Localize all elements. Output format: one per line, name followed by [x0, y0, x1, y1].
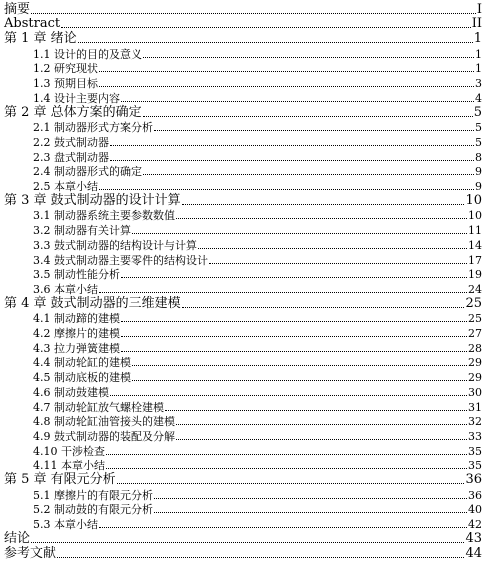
toc-entry-page-number: 1: [473, 31, 482, 47]
dot-leader: [182, 307, 465, 308]
toc-entry-page-number: 19: [468, 268, 482, 282]
toc-chapter-entry[interactable]: [0, 545, 490, 560]
toc-entry-page-number: 35: [468, 444, 482, 458]
toc-entry-page-number: 11: [468, 224, 482, 238]
dot-leader: [176, 424, 467, 425]
toc-entry-page-number: 42: [468, 518, 482, 532]
toc-section-entry[interactable]: [0, 148, 490, 163]
toc-entry-page-number: 9: [475, 180, 482, 194]
toc-entry-page-number: 43: [465, 530, 482, 546]
dot-leader: [176, 439, 467, 440]
dot-leader: [57, 557, 464, 558]
toc-entry-title: 4.4 制动轮缸的建模: [33, 356, 131, 370]
toc-section-entry[interactable]: [0, 324, 490, 339]
toc-entry-title: 5.3 本章小结: [33, 518, 98, 532]
toc-entry-title: 1.2 研究现状: [33, 62, 98, 76]
toc-entry-title: 4.11 本章小结: [33, 459, 105, 473]
toc-entry-page-number: 10: [468, 209, 482, 223]
toc-entry-title: 1.1 设计的目的及意义: [33, 47, 142, 61]
toc-entry-title: 参考文献: [4, 545, 57, 561]
dot-leader: [31, 13, 476, 14]
toc-entry-title: 4.1 制动蹄的建模: [33, 312, 120, 326]
dot-leader: [143, 116, 473, 117]
toc-entry-page-number: 29: [468, 371, 482, 385]
toc-section-entry[interactable]: [0, 177, 490, 192]
toc-section-entry[interactable]: [0, 45, 490, 60]
toc-entry-title: 5.2 制动鼓的有限元分析: [33, 503, 153, 517]
dot-leader: [143, 174, 474, 175]
toc-entry-page-number: II: [471, 16, 482, 32]
toc-chapter-entry[interactable]: [0, 30, 490, 45]
toc-entry-title: 结论: [4, 530, 31, 546]
toc-chapter-entry[interactable]: [0, 1, 490, 16]
toc-entry-page-number: 32: [468, 415, 482, 429]
toc-entry-title: 2.5 本章小结: [33, 180, 98, 194]
toc-entry-page-number: 3: [475, 77, 482, 91]
toc-entry-page-number: 14: [468, 238, 482, 252]
toc-entry-page-number: 5: [475, 135, 482, 149]
toc-entry-title: 5.1 摩擦片的有限元分析: [33, 488, 153, 502]
toc-section-entry[interactable]: [0, 516, 490, 531]
dot-leader: [99, 71, 474, 72]
toc-entry-title: 第 3 章 鼓式制动器的设计计算: [4, 192, 181, 208]
toc-entry-page-number: 44: [465, 545, 482, 561]
dot-leader: [165, 410, 467, 411]
toc-entry-title: 3.1 制动器系统主要参数数值: [33, 209, 175, 223]
toc-entry-title: 第 2 章 总体方案的确定: [4, 104, 142, 120]
toc-entry-title: 4.9 鼓式制动器的装配及分解: [33, 429, 175, 443]
dot-leader: [117, 483, 465, 484]
dot-leader: [31, 542, 464, 543]
dot-leader: [154, 130, 474, 131]
toc-entry-page-number: I: [476, 1, 482, 17]
toc-section-entry[interactable]: [0, 133, 490, 148]
toc-section-entry[interactable]: [0, 398, 490, 413]
dot-leader: [121, 336, 467, 337]
toc-entry-page-number: 36: [468, 488, 482, 502]
toc-entry-title: 4.3 拉力弹簧建模: [33, 341, 120, 355]
toc-section-entry[interactable]: [0, 501, 490, 516]
toc-entry-page-number: 4: [475, 91, 482, 105]
dot-leader: [132, 365, 467, 366]
toc-entry-page-number: 25: [465, 295, 482, 311]
toc-entry-page-number: 1: [475, 62, 482, 76]
toc-section-entry[interactable]: [0, 280, 490, 295]
dot-leader: [99, 189, 474, 190]
toc-entry-title: 3.3 鼓式制动器的结构设计与计算: [33, 238, 197, 252]
toc-section-entry[interactable]: [0, 89, 490, 104]
dot-leader: [154, 512, 467, 513]
toc-entry-title: 第 1 章 绪论: [4, 31, 77, 47]
toc-entry-page-number: 5: [475, 121, 482, 135]
dot-leader: [132, 233, 467, 234]
toc-entry-title: 4.10 干涉检查: [33, 444, 105, 458]
toc-section-entry[interactable]: [0, 339, 490, 354]
toc-chapter-entry[interactable]: [0, 530, 490, 545]
toc-chapter-entry[interactable]: [0, 295, 490, 310]
toc-entry-title: 4.8 制动轮缸油管接头的建模: [33, 415, 175, 429]
toc-section-entry[interactable]: [0, 427, 490, 442]
toc-entry-title: 2.1 制动器形式方案分析: [33, 121, 153, 135]
dot-leader: [110, 145, 474, 146]
toc-entry-page-number: 1: [475, 47, 482, 61]
toc-entry-page-number: 10: [465, 192, 482, 208]
toc-chapter-entry[interactable]: [0, 16, 490, 31]
toc-section-entry[interactable]: [0, 60, 490, 75]
toc-entry-title: 2.2 鼓式制动器: [33, 135, 109, 149]
toc-entry-title: Abstract: [4, 16, 61, 32]
dot-leader: [176, 218, 467, 219]
toc-chapter-entry[interactable]: [0, 192, 490, 207]
toc-section-entry[interactable]: [0, 119, 490, 134]
toc-section-entry[interactable]: [0, 163, 490, 178]
toc-entry-page-number: 35: [468, 459, 482, 473]
dot-leader: [121, 277, 467, 278]
toc-section-entry[interactable]: [0, 207, 490, 222]
toc-entry-page-number: 36: [465, 472, 482, 488]
toc-entry-page-number: 25: [468, 312, 482, 326]
dot-leader: [99, 527, 467, 528]
toc-section-entry[interactable]: [0, 236, 490, 251]
toc-entry-page-number: 9: [475, 165, 482, 179]
toc-entry-title: 4.5 制动底板的建模: [33, 371, 131, 385]
toc-entry-page-number: 8: [475, 150, 482, 164]
dot-leader: [99, 292, 467, 293]
toc-entry-page-number: 30: [468, 385, 482, 399]
dot-leader: [154, 498, 467, 499]
toc-section-entry[interactable]: [0, 354, 490, 369]
toc-section-entry[interactable]: [0, 222, 490, 237]
toc-entry-page-number: 5: [473, 104, 482, 120]
toc-entry-title: 第 5 章 有限元分析: [4, 472, 116, 488]
toc-entry-page-number: 40: [468, 503, 482, 517]
toc-chapter-entry[interactable]: [0, 471, 490, 486]
dot-leader: [132, 380, 467, 381]
toc-entry-page-number: 29: [468, 356, 482, 370]
dot-leader: [121, 101, 474, 102]
toc-section-entry[interactable]: [0, 369, 490, 384]
dot-leader: [182, 204, 465, 205]
dot-leader: [99, 86, 474, 87]
toc-section-entry[interactable]: [0, 442, 490, 457]
dot-leader: [110, 160, 474, 161]
toc-entry-title: 2.3 盘式制动器: [33, 150, 109, 164]
toc-entry-title: 1.3 预期目标: [33, 77, 98, 91]
toc-entry-title: 3.6 本章小结: [33, 282, 98, 296]
dot-leader: [106, 454, 467, 455]
dot-leader: [143, 57, 474, 58]
toc-entry-page-number: 31: [468, 400, 482, 414]
toc-section-entry[interactable]: [0, 383, 490, 398]
toc-entry-page-number: 27: [468, 327, 482, 341]
toc-entry-page-number: 17: [468, 253, 482, 267]
toc-section-entry[interactable]: [0, 486, 490, 501]
toc-entry-title: 第 4 章 鼓式制动器的三维建模: [4, 295, 181, 311]
dot-leader: [121, 321, 467, 322]
toc-section-entry[interactable]: [0, 251, 490, 266]
dot-leader: [198, 248, 467, 249]
toc-entry-title: 3.4 鼓式制动器主要零件的结构设计: [33, 253, 208, 267]
dot-leader: [121, 351, 467, 352]
toc-section-entry[interactable]: [0, 413, 490, 428]
toc-entry-title: 4.2 摩擦片的建模: [33, 327, 120, 341]
toc-section-entry[interactable]: [0, 310, 490, 325]
toc-entry-page-number: 24: [468, 282, 482, 296]
toc-entry-page-number: 33: [468, 429, 482, 443]
dot-leader: [106, 468, 467, 469]
toc-entry-title: 1.4 设计主要内容: [33, 91, 120, 105]
toc-section-entry[interactable]: [0, 266, 490, 281]
toc-entry-page-number: 28: [468, 341, 482, 355]
toc-section-entry[interactable]: [0, 457, 490, 472]
toc-entry-title: 3.2 制动器有关计算: [33, 224, 131, 238]
toc-entry-title: 2.4 制动器形式的确定: [33, 165, 142, 179]
dot-leader: [209, 263, 467, 264]
toc-entry-title: 3.5 制动性能分析: [33, 268, 120, 282]
dot-leader: [78, 42, 473, 43]
toc-chapter-entry[interactable]: [0, 104, 490, 119]
toc-entry-title: 4.6 制动鼓建模: [33, 385, 109, 399]
toc-entry-title: 摘要: [4, 1, 31, 17]
toc-entry-title: 4.7 制动轮缸放气螺栓建模: [33, 400, 164, 414]
toc-section-entry[interactable]: [0, 75, 490, 90]
dot-leader: [61, 27, 471, 28]
dot-leader: [110, 395, 467, 396]
